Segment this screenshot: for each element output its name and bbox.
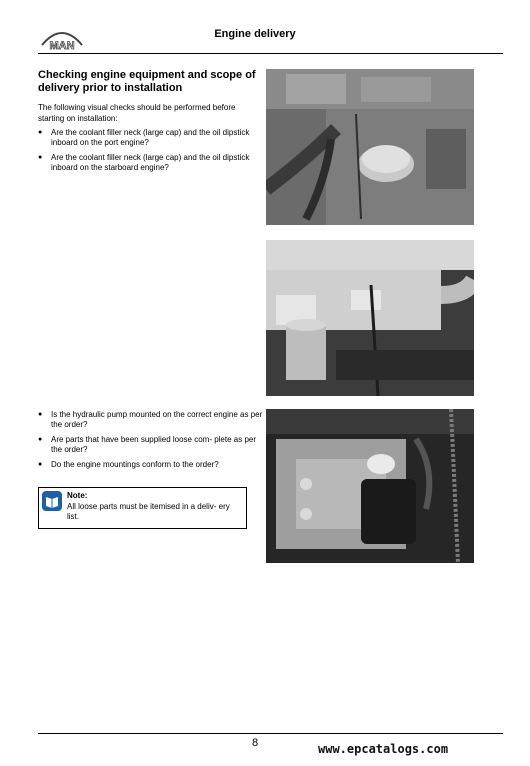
header-divider xyxy=(38,53,503,54)
list-item: ● Are the coolant filler neck (large cap) and the oil dipstick inboard on the port engine? xyxy=(38,128,263,148)
section-heading: Checking engine equipment and scope of delivery prior to installation xyxy=(38,69,256,94)
checklist-bottom xyxy=(38,410,263,475)
checklist-top xyxy=(38,128,263,178)
page-number: 8 xyxy=(251,737,259,749)
page-title: Engine delivery xyxy=(214,28,296,40)
list-item: ● Are parts that have been supplied loose com- plete as per the order? xyxy=(38,435,263,455)
footer-divider xyxy=(38,733,503,734)
note-box xyxy=(38,487,247,529)
watermark: www.epcatalogs.com xyxy=(318,742,449,756)
hydraulic-pump-photo xyxy=(266,409,474,563)
list-item: ● Are the coolant filler neck (large cap) and the oil dipstick inboard on the starboard engine? xyxy=(38,153,263,173)
engine-top-coolant-filler-photo xyxy=(266,69,474,225)
note-label: Note: xyxy=(67,491,88,500)
book-icon xyxy=(42,491,62,511)
list-item: ● Is the hydraulic pump mounted on the correct engine as per the order? xyxy=(38,410,263,430)
engine-side-oil-dipstick-photo xyxy=(266,240,474,396)
note-text: All loose parts must be itemised in a deliv- ery list. xyxy=(67,502,230,521)
intro-text: The following visual checks should be performed before starting on installation: xyxy=(38,103,236,123)
man-logo xyxy=(38,25,86,51)
logo-text: MAN xyxy=(49,40,75,51)
list-item: ● Do the engine mountings conform to the order? xyxy=(38,460,263,470)
